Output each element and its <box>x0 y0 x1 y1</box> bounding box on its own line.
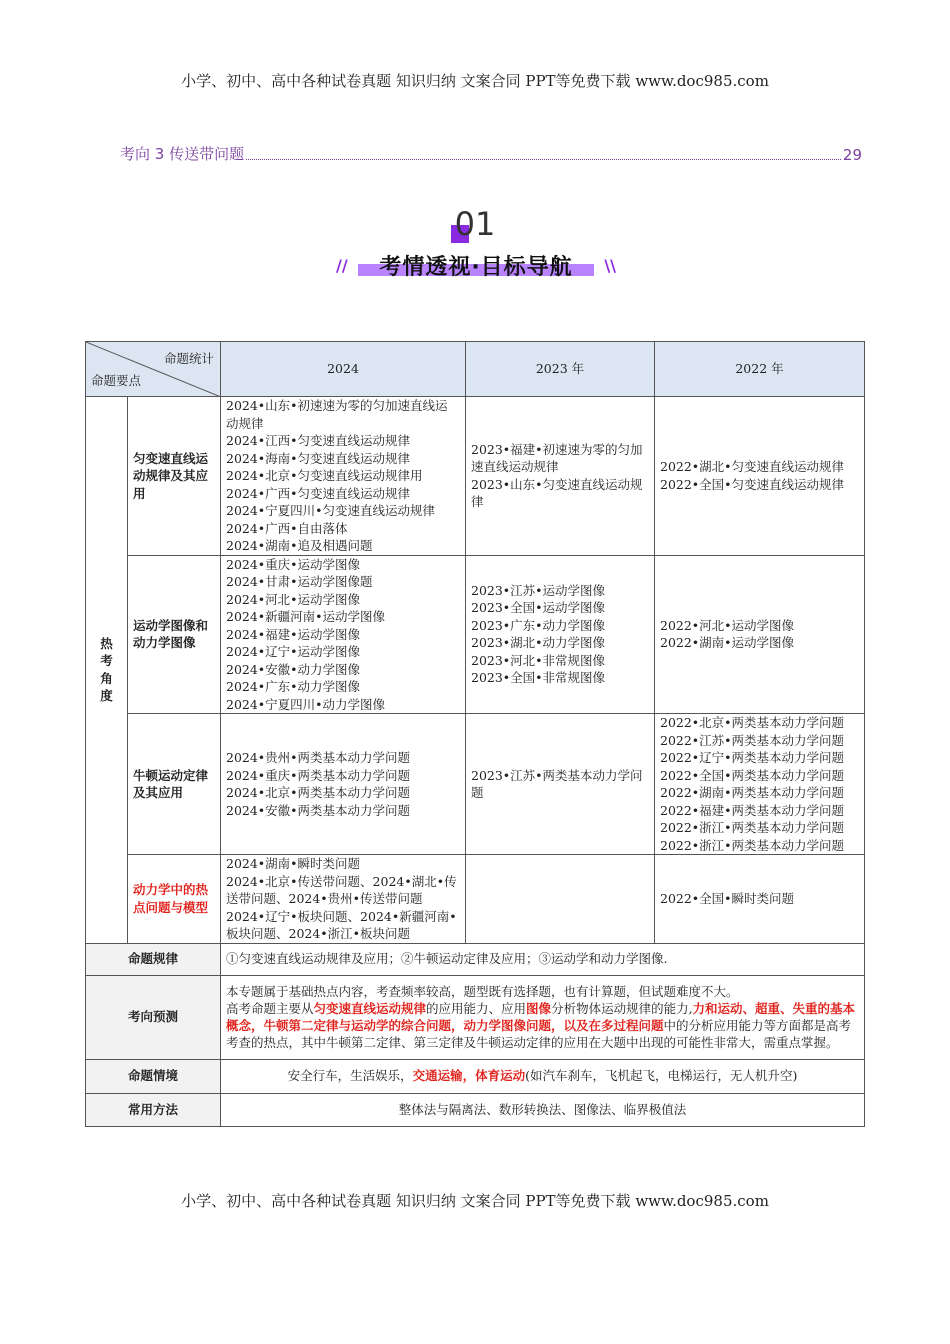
rule-text: ①匀变速直线运动规律及应用；②牛顿运动定律及应用；③运动学和动力学图像. <box>221 943 865 975</box>
cell-2024: 2024•贵州•两类基本动力学问题 2024•重庆•两类基本动力学问题 2024•北京•两类基本动力学问题 2024•安徽•两类基本动力学问题 <box>221 714 466 855</box>
left-slash-decoration: // <box>336 256 348 275</box>
category-cell: 运动学图像和动力学图像 <box>128 555 221 714</box>
corner-bottom-label: 命题要点 <box>91 372 142 388</box>
cell-2024: 2024•湖南•瞬时类问题 2024•北京•传送带问题、2024•湖北•传送带问题、2024•贵州•传送带问题 2024•辽宁•板块问题、2024•新疆河南•板块问题、2024•浙江•板块问题 <box>221 855 466 944</box>
page-footer: 小学、初中、高中各种试卷真题 知识归纳 文案合同 PPT等免费下载 www.doc985.com <box>181 1192 769 1210</box>
cell-2024: 2024•重庆•运动学图像 2024•甘肃•运动学图像题 2024•河北•运动学图像 2024•新疆河南•运动学图像 2024•福建•运动学图像 2024•辽宁•运动学图像 2024•安徽•动力学图像 2024•广东•动力学图像 2024•宁夏四川•动力学图像 <box>221 555 466 714</box>
cell-2022: 2022•全国•瞬时类问题 <box>655 855 865 944</box>
corner-top-label: 命题统计 <box>163 351 214 366</box>
toc-label: 考向 3 传送带问题 <box>120 145 245 163</box>
section-number: 01 <box>454 205 496 243</box>
context-label: 命题情境 <box>86 1059 221 1093</box>
table-corner-cell <box>86 342 221 397</box>
toc-page: 29 <box>842 146 862 164</box>
category-cell-highlight: 动力学中的热点问题与模型 <box>128 855 221 944</box>
hot-topic-group-label: 热 考 角 度 <box>86 397 128 944</box>
rule-row <box>86 943 865 975</box>
context-row <box>86 1059 865 1093</box>
table-row <box>86 397 865 556</box>
methods-text: 整体法与隔离法、数形转换法、图像法、临界极值法 <box>221 1093 865 1126</box>
exam-analysis-table <box>85 341 865 1127</box>
methods-label: 常用方法 <box>86 1093 221 1126</box>
cell-2022: 2022•北京•两类基本动力学问题 2022•江苏•两类基本动力学问题 2022•辽宁•两类基本动力学问题 2022•全国•两类基本动力学问题 2022•湖南•两类基本动力学问题 2022•福建•两类基本动力学问题 2022•浙江•两类基本动力学问题 2022•浙江•两类基本动力学问题 <box>655 714 865 855</box>
cell-2023-empty <box>466 855 655 944</box>
toc-leader-dots <box>246 159 841 160</box>
context-text: 安全行车，生活娱乐，交通运输，体育运动(如汽车刹车，飞机起飞，电梯运行，无人机升空) <box>221 1059 865 1093</box>
rule-label: 命题规律 <box>86 943 221 975</box>
category-cell: 牛顿运动定律及其应用 <box>128 714 221 855</box>
category-cell: 匀变速直线运动规律及其应用 <box>128 397 221 556</box>
forecast-row <box>86 975 865 1059</box>
forecast-label: 考向预测 <box>86 975 221 1059</box>
year-header-2024: 2024 <box>221 342 466 397</box>
right-slash-decoration: \\ <box>604 256 616 275</box>
table-row <box>86 714 865 855</box>
year-header-2022: 2022 年 <box>655 342 865 397</box>
cell-2023: 2023•江苏•两类基本动力学问题 <box>466 714 655 855</box>
cell-2023: 2023•江苏•运动学图像 2023•全国•运动学图像 2023•广东•动力学图像 2023•湖北•动力学图像 2023•河北•非常规图像 2023•全国•非常规图像 <box>466 555 655 714</box>
page-header: 小学、初中、高中各种试卷真题 知识归纳 文案合同 PPT等免费下载 www.doc985.com <box>181 72 769 90</box>
cell-2022: 2022•湖北•匀变速直线运动规律 2022•全国•匀变速直线运动规律 <box>655 397 865 556</box>
cell-2023: 2023•福建•初速速为零的匀加速直线运动规律 2023•山东•匀变速直线运动规律 <box>466 397 655 556</box>
cell-2022: 2022•河北•运动学图像 2022•湖南•运动学图像 <box>655 555 865 714</box>
cell-2024: 2024•山东•初速速为零的匀加速直线运动规律 2024•江西•匀变速直线运动规律 2024•海南•匀变速直线运动规律 2024•北京•匀变速直线运动规律用 2024•广西•匀变速直线运动规律 2024•宁夏四川•匀变速直线运动规律 2024•广西•自由落体 2024•湖南•追及相遇问题 <box>221 397 466 556</box>
year-header-2023: 2023 年 <box>466 342 655 397</box>
methods-row <box>86 1093 865 1126</box>
toc-entry[interactable] <box>120 144 862 164</box>
section-title-banner <box>336 248 616 282</box>
forecast-text: 本专题属于基础热点内容，考查频率较高，题型既有选择题，也有计算题，但试题难度不大。 高考命题主要从匀变速直线运动规律的应用能力、应用图像分析物体运动规律的能力,力和运动、超重、失重的基本概念，牛顿第二定律与运动学的综合问题，动力学图像问题，以及在多过程问题中的分析应用能力等方面都是高考考查的热点，其中牛顿第二定律、第三定律及牛顿运动定律的应用在大题中出现的可能性非常大，需重点掌握。 <box>221 975 865 1059</box>
section-title: 考情透视·目标导航 <box>379 255 573 280</box>
table-row <box>86 555 865 714</box>
table-row <box>86 855 865 944</box>
